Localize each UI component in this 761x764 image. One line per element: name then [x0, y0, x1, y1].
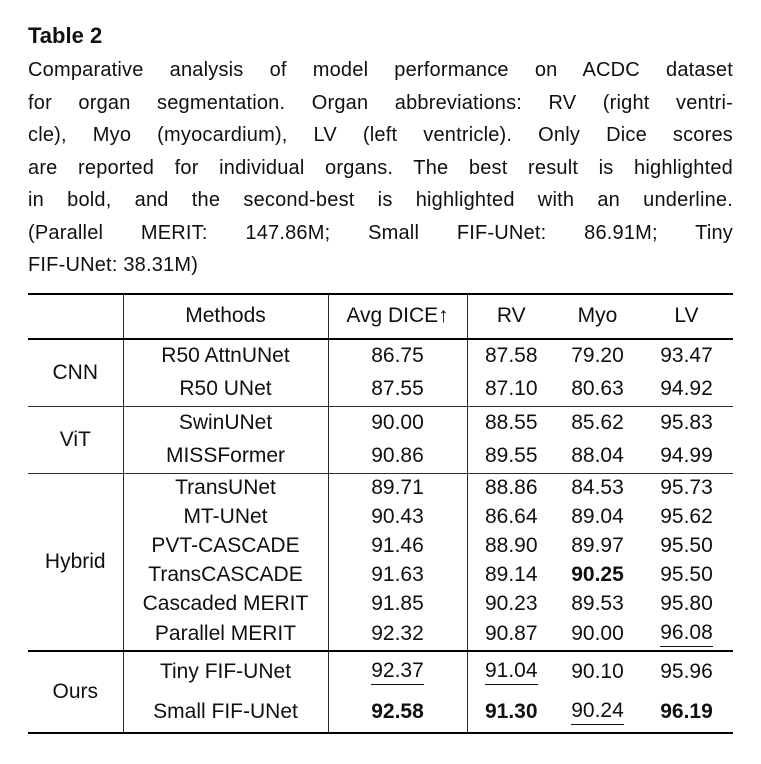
score-value: 92.32: [371, 622, 424, 646]
header-lv: LV: [674, 303, 699, 327]
score-lv: [640, 651, 733, 692]
score-lv: [640, 503, 733, 532]
score-value: 86.75: [371, 344, 424, 367]
score-lv: [640, 619, 733, 651]
score-value: 88.55: [484, 411, 538, 434]
score-value: 95.80: [660, 592, 713, 615]
table-caption: [28, 54, 733, 282]
caption-line: FIF-UNet: 38.31M): [28, 254, 199, 276]
score-value: 92.37: [371, 660, 424, 685]
score-value: 89.14: [484, 563, 538, 586]
score-value: 95.62: [660, 505, 713, 528]
score-myo: [555, 440, 640, 474]
score-value: 88.90: [484, 534, 538, 557]
score-lv: [640, 373, 733, 407]
table-header: [28, 294, 733, 339]
score-value: 94.92: [660, 377, 713, 400]
score-avg-dice: [328, 373, 467, 407]
score-lv: [640, 692, 733, 733]
table-row: [28, 339, 733, 373]
score-myo: [555, 561, 640, 590]
score-rv: [467, 406, 555, 440]
score-avg-dice: [328, 561, 467, 590]
score-value: 93.47: [660, 344, 713, 367]
table-row: [28, 473, 733, 503]
caption-line: cle), Myo (myocardium), LV (left ventricle). Only Dice scores: [28, 124, 733, 146]
group-label: Hybrid: [44, 549, 106, 573]
score-value: 88.86: [484, 476, 538, 499]
table-row: [28, 692, 733, 733]
caption-line: are reported for individual organs. The best result is highlighted: [28, 156, 733, 179]
score-lv: [640, 339, 733, 373]
score-value: 91.46: [371, 534, 424, 557]
score-lv: [640, 406, 733, 440]
score-value: 91.30: [484, 699, 538, 723]
score-avg-dice: [328, 503, 467, 532]
caption-line: Comparative analysis of model performance on ACDC dataset: [28, 59, 733, 81]
score-value: 90.10: [571, 659, 624, 683]
table-row: [28, 619, 733, 651]
score-avg-dice: [328, 619, 467, 651]
score-value: 89.55: [484, 444, 538, 467]
score-value: 95.73: [660, 476, 713, 499]
table-row: [28, 373, 733, 407]
caption-line: in bold, and the second-best is highlighted with an underline.: [28, 189, 733, 211]
score-rv: [467, 619, 555, 651]
score-rv: [467, 503, 555, 532]
score-value: 91.63: [371, 563, 424, 586]
group-ours: [28, 651, 733, 733]
score-avg-dice: [328, 692, 467, 733]
score-avg-dice: [328, 590, 467, 619]
score-value: 85.62: [571, 411, 624, 434]
score-avg-dice: [328, 339, 467, 373]
score-myo: [555, 473, 640, 503]
method-name: PVT-CASCADE: [123, 532, 328, 561]
score-myo: [555, 590, 640, 619]
table-row: [28, 503, 733, 532]
method-name: R50 AttnUNet: [123, 339, 328, 373]
header-rv: RV: [467, 294, 555, 339]
score-avg-dice: [328, 406, 467, 440]
score-value: 95.50: [660, 534, 713, 557]
score-rv: [467, 373, 555, 407]
score-myo: [555, 503, 640, 532]
score-value: 91.85: [371, 592, 424, 615]
score-value: 96.08: [660, 622, 713, 647]
score-avg-dice: [328, 651, 467, 692]
score-value: 92.58: [371, 699, 424, 723]
score-rv: [467, 440, 555, 474]
score-myo: [555, 532, 640, 561]
header-avg-dice: Avg DICE↑: [328, 294, 467, 339]
method-name: SwinUNet: [123, 406, 328, 440]
score-value: 87.10: [484, 377, 538, 400]
score-rv: [467, 590, 555, 619]
score-myo: [555, 692, 640, 733]
method-name: TransCASCADE: [123, 561, 328, 590]
score-value: 90.24: [571, 700, 624, 725]
group-vit: [28, 406, 733, 473]
score-value: 89.71: [371, 476, 424, 499]
score-value: 90.87: [484, 622, 538, 646]
table-label: Table 2: [28, 23, 103, 48]
header-row: [28, 294, 733, 339]
score-lv: [640, 532, 733, 561]
score-value: 89.04: [571, 505, 624, 528]
group-cnn: [28, 339, 733, 407]
score-value: 90.25: [571, 563, 624, 586]
table-row: [28, 532, 733, 561]
caption-line: for organ segmentation. Organ abbreviations: RV (right ventri-: [28, 91, 733, 114]
score-rv: [467, 339, 555, 373]
header-methods: Methods: [123, 294, 328, 339]
score-rv: [467, 473, 555, 503]
group-label: CNN: [52, 360, 98, 384]
score-value: 80.63: [571, 377, 624, 400]
score-myo: [555, 339, 640, 373]
score-value: 86.64: [484, 505, 538, 528]
table-row: [28, 406, 733, 440]
header-myo: Myo: [577, 303, 618, 327]
score-rv: [467, 532, 555, 561]
caption-line: (Parallel MERIT: 147.86M; Small FIF-UNet: 86.91M; Tiny: [28, 221, 733, 244]
score-value: 91.04: [485, 660, 538, 685]
score-avg-dice: [328, 473, 467, 503]
method-name: Tiny FIF-UNet: [123, 651, 328, 692]
score-rv: [467, 651, 555, 692]
score-value: 87.58: [484, 344, 538, 367]
method-name: TransUNet: [123, 473, 328, 503]
method-name: Parallel MERIT: [123, 619, 328, 651]
score-myo: [555, 619, 640, 651]
results-table: [28, 293, 733, 734]
score-value: 95.96: [660, 659, 713, 683]
score-avg-dice: [328, 440, 467, 474]
header-group-column: [28, 294, 123, 339]
method-name: Cascaded MERIT: [123, 590, 328, 619]
group-hybrid: [28, 473, 733, 651]
score-value: 90.00: [371, 411, 424, 434]
score-value: 90.00: [571, 622, 624, 646]
score-lv: [640, 590, 733, 619]
score-value: 95.83: [660, 411, 713, 434]
table-row: [28, 561, 733, 590]
score-value: 95.50: [660, 563, 713, 586]
score-value: 94.99: [660, 444, 713, 467]
score-myo: [555, 651, 640, 692]
method-name: R50 UNet: [123, 373, 328, 407]
group-label: Ours: [52, 679, 98, 703]
score-value: 84.53: [571, 476, 624, 499]
score-lv: [640, 440, 733, 474]
score-value: 87.55: [371, 377, 424, 400]
score-value: 88.04: [571, 444, 624, 467]
score-value: 90.43: [371, 505, 424, 528]
score-rv: [467, 561, 555, 590]
score-avg-dice: [328, 532, 467, 561]
score-value: 96.19: [660, 699, 713, 723]
table-row: [28, 590, 733, 619]
group-label: ViT: [59, 427, 91, 451]
method-name: MISSFormer: [123, 440, 328, 474]
table-row: [28, 651, 733, 692]
score-myo: [555, 373, 640, 407]
score-rv: [467, 692, 555, 733]
method-name: MT-UNet: [123, 503, 328, 532]
score-myo: [555, 406, 640, 440]
score-value: 90.23: [484, 592, 538, 615]
score-value: 89.53: [571, 592, 624, 615]
score-lv: [640, 561, 733, 590]
method-name: Small FIF-UNet: [123, 692, 328, 733]
score-value: 89.97: [571, 534, 624, 557]
score-lv: [640, 473, 733, 503]
score-value: 90.86: [371, 444, 424, 467]
score-value: 79.20: [571, 344, 624, 367]
table-row: [28, 440, 733, 474]
